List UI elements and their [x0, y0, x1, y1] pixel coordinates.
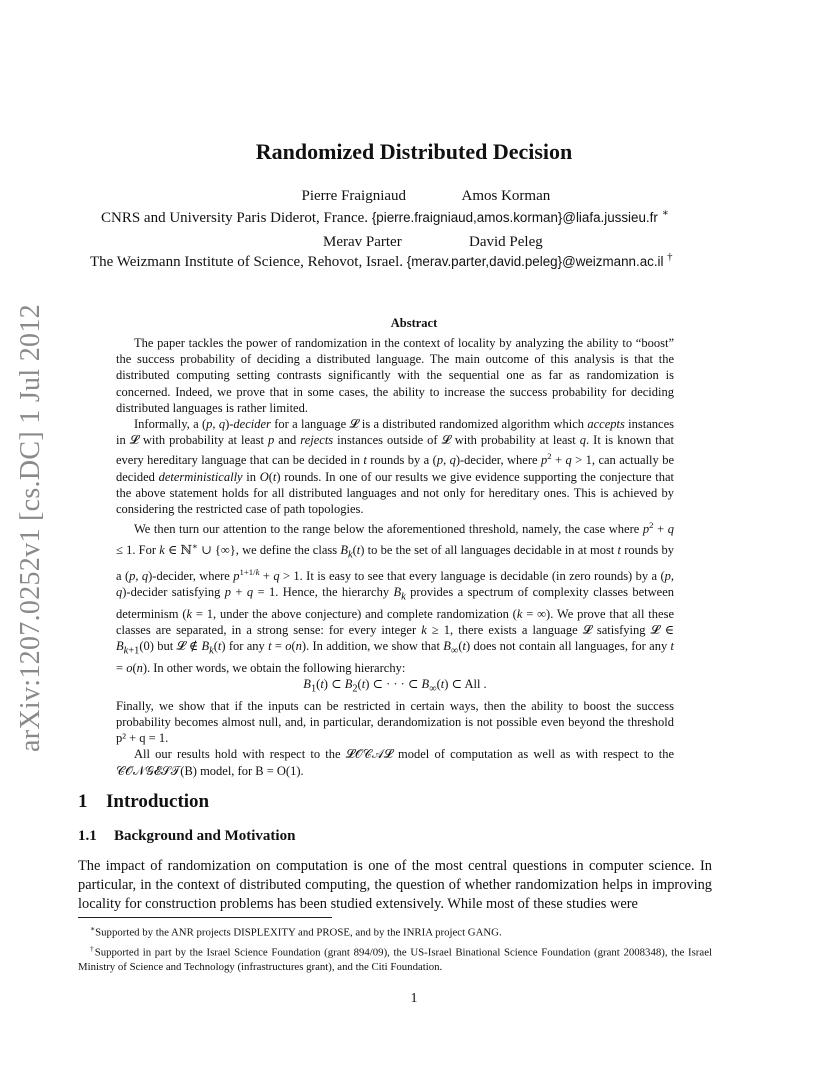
author-emails: {merav.parter,david.peleg}@weizmann.ac.il	[406, 254, 664, 269]
author-emails: {pierre.fraigniaud,amos.korman}@liafa.jussieu.fr	[371, 210, 658, 225]
abstract-paragraph-4: Finally, we show that if the inputs can be restricted in certain ways, then the ability to boost the success probability becomes almost null, and, in particular, derandomization is not possible even beyond the threshold p² + q = 1.	[116, 698, 674, 746]
author-name: Merav Parter	[323, 234, 402, 250]
abstract-paragraph-2: Informally, a (p, q)-decider for a language 𝓛 is a distributed randomized algorithm which accepts instances in 𝓛 with probability at least p and rejects instances outside of 𝓛 with probability at least q. It is known that every hereditary language that can be decided in t rounds by a (p, q)-decider, where $p^2 + q > 1$, can actually be decided deterministically in O(t) rounds. In one of our results we give evidence supporting the conjecture that the above statement holds for all distributed languages and not only for hereditary ones. This is achieved by considering the restricted case of path topologies.	[116, 417, 674, 517]
section-title: Introduction	[106, 791, 210, 812]
arxiv-identifier: arXiv:1207.0252v1 [cs.DC] 1 Jul 2012	[15, 303, 46, 752]
author-name: David Peleg	[469, 234, 543, 250]
affiliation-1	[101, 207, 669, 227]
footnote-marker: †	[667, 252, 673, 263]
authors-row-2	[60, 234, 768, 251]
subsection-title: Background and Motivation	[114, 828, 296, 844]
abstract-heading: Abstract	[390, 316, 438, 330]
abstract-paragraph-3: We then turn our attention to the range below the aforementioned threshold, namely, the case where $p^2 + q \le 1$. For k ∈ ℕ∗ ∪ {∞}, we define the class $B_k(t)$ to be the set of all languages decidable in at most t rounds by a (p, q)-decider, where $p^{1+1/k} + q > 1$. It is easy to see that every language is decidable (in zero rounds) by a (p, q)-decider satisfying p + q = 1. Hence, the hierarchy $B_k$ provides a spectrum of complexity classes between determinism (k = 1, under the above conjecture) and complete randomization (k = ∞). We prove that all these classes are separated, in a strong sense: for every integer k ≥ 1, there exists a language 𝓛 satisfying 𝓛 ∈ $B_{k+1}(0)$ but 𝓛 ∉ $B_k(t)$ for any t = o(n). In addition, we show that $B_\infty(t)$ does not contain all languages, for any t = o(n). In other words, we obtain the following hierarchy:	[116, 520, 675, 675]
affiliation-2	[90, 252, 673, 271]
abstract-body	[116, 335, 674, 779]
footnotes	[78, 921, 712, 975]
arxiv-sidebar-stamp	[10, 305, 52, 750]
hierarchy-equation: $B_1(t)$ ⊂ $B_2(t)$ ⊂ · · · ⊂ $B_\infty(t)$ ⊂ All .	[303, 676, 487, 695]
abstract-paragraph-1: The paper tackles the power of randomization in the context of locality by analyzing the ability to “boost” the success probability of deciding a distributed language. The main outcome of this analysis is that the distributed computing setting contrasts significantly with the sequential one as far as randomization is concerned. Indeed, we prove that in some cases, the ability to increase the success probability for deciding distributed languages is rather limited.	[116, 336, 674, 415]
subsection-heading-background	[78, 828, 295, 845]
footnote-marker: ∗	[661, 208, 669, 219]
authors-row-1	[60, 188, 768, 205]
author-name: Amos Korman	[461, 188, 551, 204]
author-name: Pierre Fraigniaud	[301, 188, 407, 204]
paper-title: Randomized Distributed Decision	[255, 139, 573, 164]
footnote-2: †Supported in part by the Israel Science Foundation (grant 894/09), the US-Israel Binational Science Foundation (grant 2008348), the Israel Ministry of Science and Technology (infrastructures grant), and the Citi Foundation.	[78, 943, 712, 974]
abstract-paragraph-5: All our results hold with respect to the 𝓛𝒪𝒞𝒜𝓛 model of computation as well as with respect to the 𝒞𝒪𝒩𝒢𝓔𝒮𝒯(B) model, for B = O(1).	[116, 747, 674, 778]
subsection-number: 1.1	[78, 828, 97, 844]
footnote-marker: ∗	[90, 924, 96, 933]
footnote-1: ∗Supported by the ANR projects DISPLEXITY and PROSE, and by the INRIA project GANG.	[90, 924, 502, 939]
affiliation-text: CNRS and University Paris Diderot, France.	[101, 210, 369, 226]
footnote-marker: †	[90, 943, 95, 953]
section-number: 1	[78, 791, 88, 812]
intro-paragraph: The impact of randomization on computation is one of the most central questions in computer science. In particular, in the context of distributed computing, the question of whether randomization helps in improving locality for construction problems has been studied extensively. While most of these studies were	[78, 858, 712, 912]
section-heading-introduction	[78, 791, 209, 813]
footnote-divider	[78, 917, 332, 918]
affiliation-text: The Weizmann Institute of Science, Rehovot, Israel.	[90, 254, 404, 270]
page-number: 1	[410, 991, 418, 1006]
